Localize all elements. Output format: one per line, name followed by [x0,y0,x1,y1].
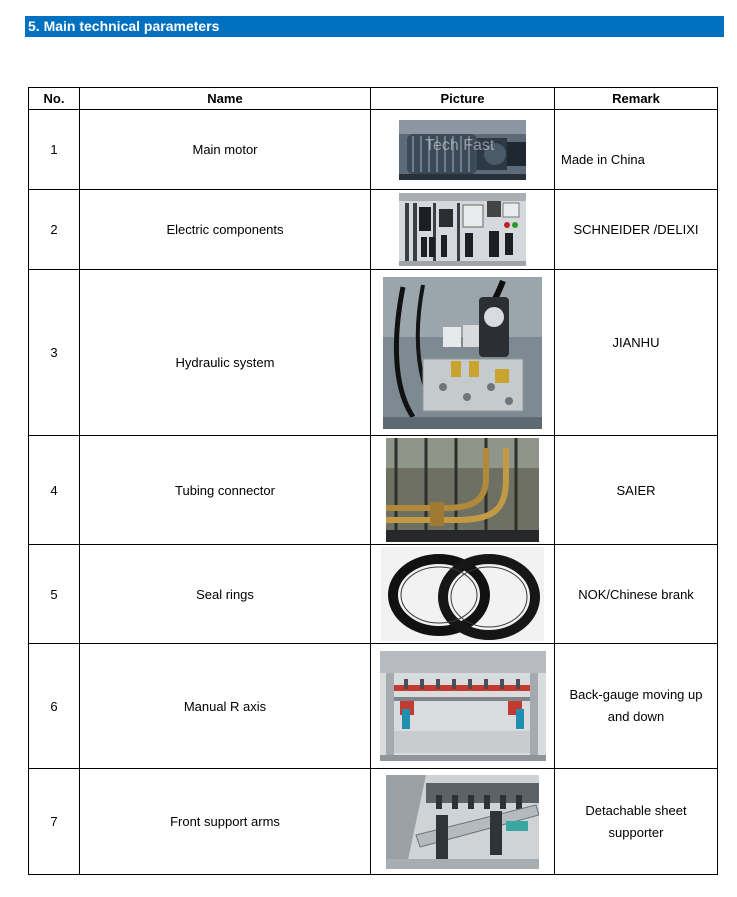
row-number: 5 [29,545,80,644]
table-row [29,110,718,190]
table-row [29,270,718,436]
tubing-connector-photo [386,438,539,542]
photo-watermark: Tech Fast [425,136,495,154]
column-header-remark: Remark [555,88,718,110]
row-remark: Detachable sheet supporter [555,769,718,875]
support-arms-photo [386,775,539,869]
row-number: 4 [29,436,80,545]
row-number: 6 [29,644,80,769]
row-name: Manual R axis [80,644,371,769]
hydraulic-valve-photo [383,277,542,429]
row-remark: Made in China [555,110,718,190]
section-heading: 5. Main technical parameters [25,16,724,37]
row-number: 2 [29,190,80,270]
seal-rings-photo [381,547,544,641]
row-picture-cell [371,436,555,545]
row-name: Tubing connector [80,436,371,545]
table-row [29,190,718,270]
row-name: Main motor [80,110,371,190]
row-remark: JIANHU [555,270,718,436]
parameters-table [28,87,718,875]
column-header-no: No. [29,88,80,110]
table-row [29,769,718,875]
row-remark: SAIER [555,436,718,545]
row-picture-cell [371,110,555,190]
column-header-name: Name [80,88,371,110]
row-remark: NOK/Chinese brank [555,545,718,644]
row-picture-cell [371,190,555,270]
row-picture-cell [371,270,555,436]
table-row [29,644,718,769]
row-picture-cell [371,769,555,875]
row-picture-cell [371,644,555,769]
row-number: 7 [29,769,80,875]
electric-cabinet-photo [399,193,526,266]
row-remark: Back-gauge moving up and down [555,644,718,769]
table-row [29,436,718,545]
row-name: Hydraulic system [80,270,371,436]
row-picture-cell [371,545,555,644]
row-remark: SCHNEIDER /DELIXI [555,190,718,270]
back-gauge-photo [380,651,546,761]
row-name: Electric components [80,190,371,270]
table-header-row [29,88,718,110]
main-motor-photo [399,120,526,180]
row-name: Seal rings [80,545,371,644]
table-row [29,545,718,644]
row-number: 1 [29,110,80,190]
row-number: 3 [29,270,80,436]
row-name: Front support arms [80,769,371,875]
column-header-picture: Picture [371,88,555,110]
